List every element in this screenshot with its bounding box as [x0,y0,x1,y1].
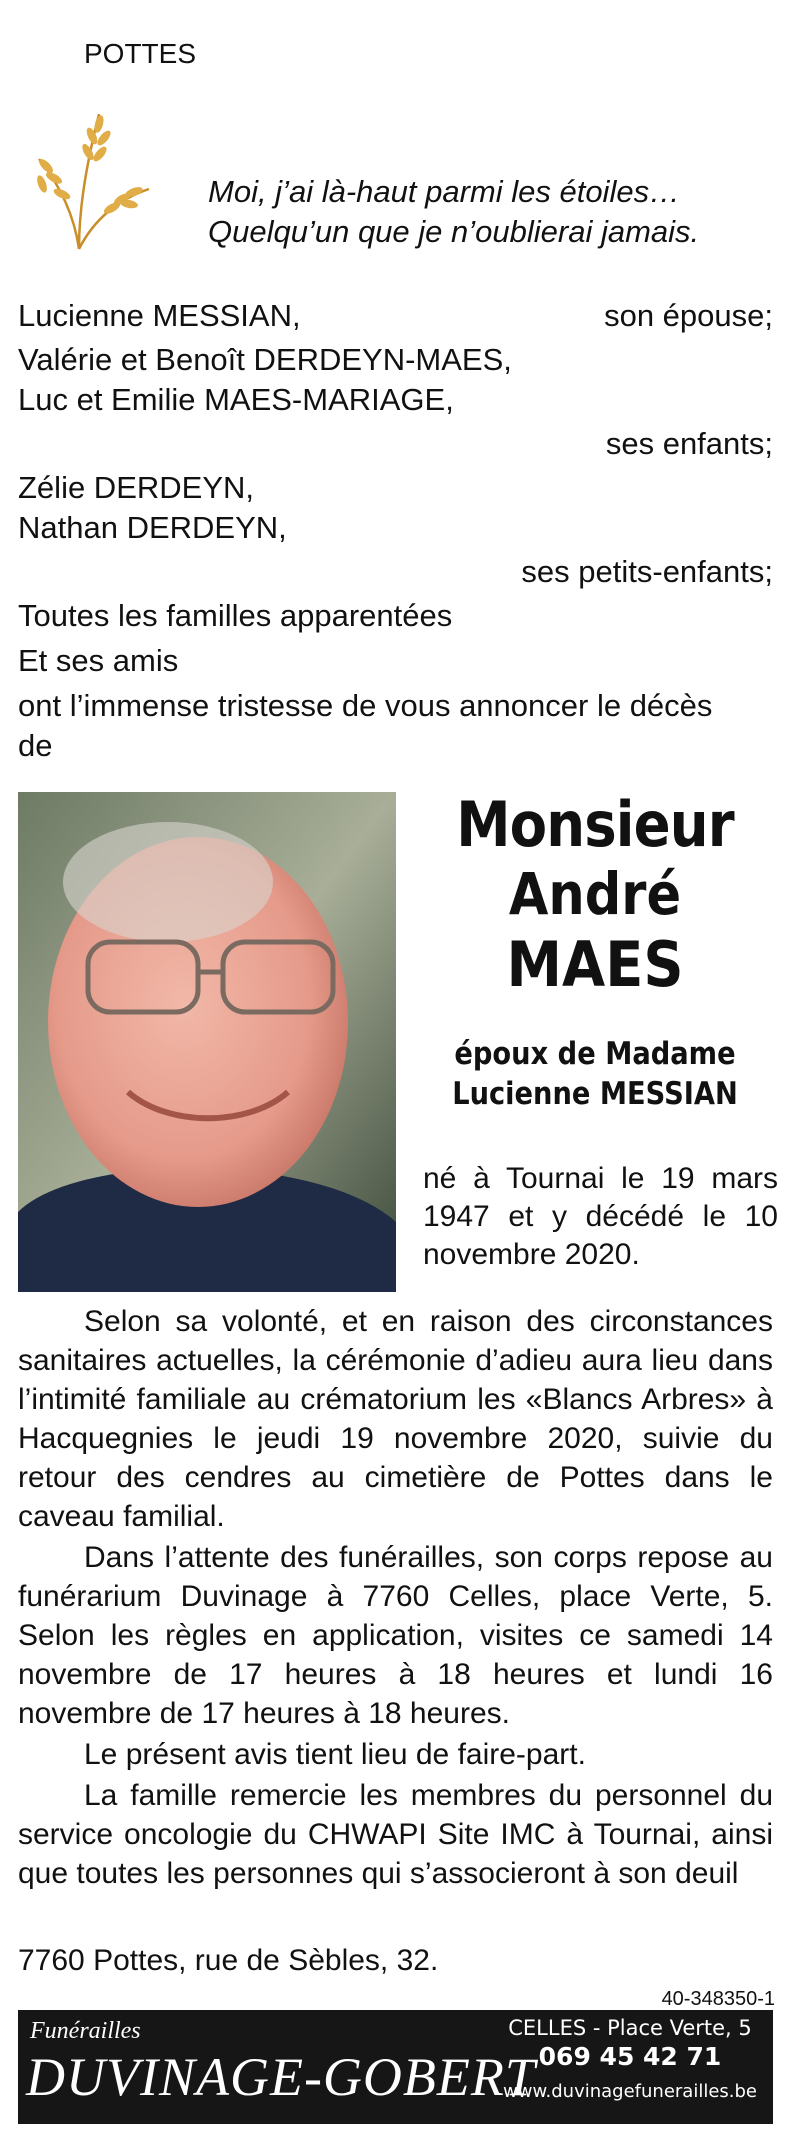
body-paragraph: Selon sa volonté, et en raison des circonstances sanitaires actuelles, la cérémonie d’adieu aura lieu dans l’intimité familiale au crématorium les «Blancs Arbres» à Hacquegnies le jeudi 19 novembre 2020, suivie du retour des cendres au cimetière de Pottes dans le caveau familial. [18,1305,773,1533]
birth-death-text: né à Tournai le 19 mars 1947 et y décédé le 10 novembre 2020. [423,1162,778,1271]
child-name: Luc et Emilie MAES-MARIAGE, [18,382,454,417]
deceased-title: Monsieur [456,788,734,861]
grandchild-name: Zélie DERDEYN, [18,470,254,505]
funeral-home-address: CELLES - Place Verte, 5 [508,2016,752,2040]
town-heading: POTTES [84,38,197,69]
grandchild-name: Nathan DERDEYN, [18,510,287,545]
children-role: ses enfants; [605,426,773,461]
funeral-home-phone: 069 45 42 71 [538,2042,722,2071]
spouse-name: Lucienne MESSIAN, [18,298,301,333]
family-address: 7760 Pottes, rue de Sèbles, 32. [18,1944,439,1977]
relatives-line: Toutes les familles apparentées [18,598,453,633]
epitaph-quote [208,172,699,252]
body-paragraph: Dans l’attente des funérailles, son corps repose au funérarium Duvinage à 7760 Celles, place Verte, 5. Selon les règles en application, visites ce samedi 14 novembre de 17 heures à 18 heures et lundi 16 novembre de 17 heures à 18 heures. [18,1541,773,1730]
grandchildren-role: ses petits-enfants; [521,554,773,589]
announcement-line: ont l’immense tristesse de vous annoncer le décès [18,688,713,723]
funeral-home-website: www.duvinagefunerailles.be [503,2081,757,2102]
funeral-label: Funérailles [30,2018,141,2044]
spouse-line: époux de Madame [454,1036,736,1072]
wheat-icon [24,104,154,254]
announcement-line: de [18,728,53,763]
family-list [18,296,773,766]
quote-line: Quelqu’un que je n’oublierai jamais. [208,214,700,249]
reference-number: 40-348350-1 [661,1988,775,2010]
funeral-home-banner [18,2010,773,2124]
obituary-body [18,1302,773,1893]
deceased-name-block [412,790,778,1114]
body-paragraph: La famille remercie les membres du personnel du service oncologie du CHWAPI Site IMC à Tournai, ainsi que toutes les personnes qui s’associeront à son deuil [18,1779,773,1890]
quote-line: Moi, j’ai là-haut parmi les étoiles… [208,174,681,209]
spouse-role: son épouse; [604,298,773,333]
funeral-home-name: DUVINAGE-GOBERT [26,2047,536,2107]
friends-line: Et ses amis [18,643,179,678]
deceased-last-name: MAES [506,928,684,1001]
spouse-line: Lucienne MESSIAN [452,1076,738,1112]
body-paragraph: Le présent avis tient lieu de faire-part. [84,1738,586,1771]
portrait-photo [18,792,396,1292]
deceased-first-name: André [508,860,682,928]
child-name: Valérie et Benoît DERDEYN-MAES, [18,342,512,377]
funeral-home-contact [503,2016,757,2102]
